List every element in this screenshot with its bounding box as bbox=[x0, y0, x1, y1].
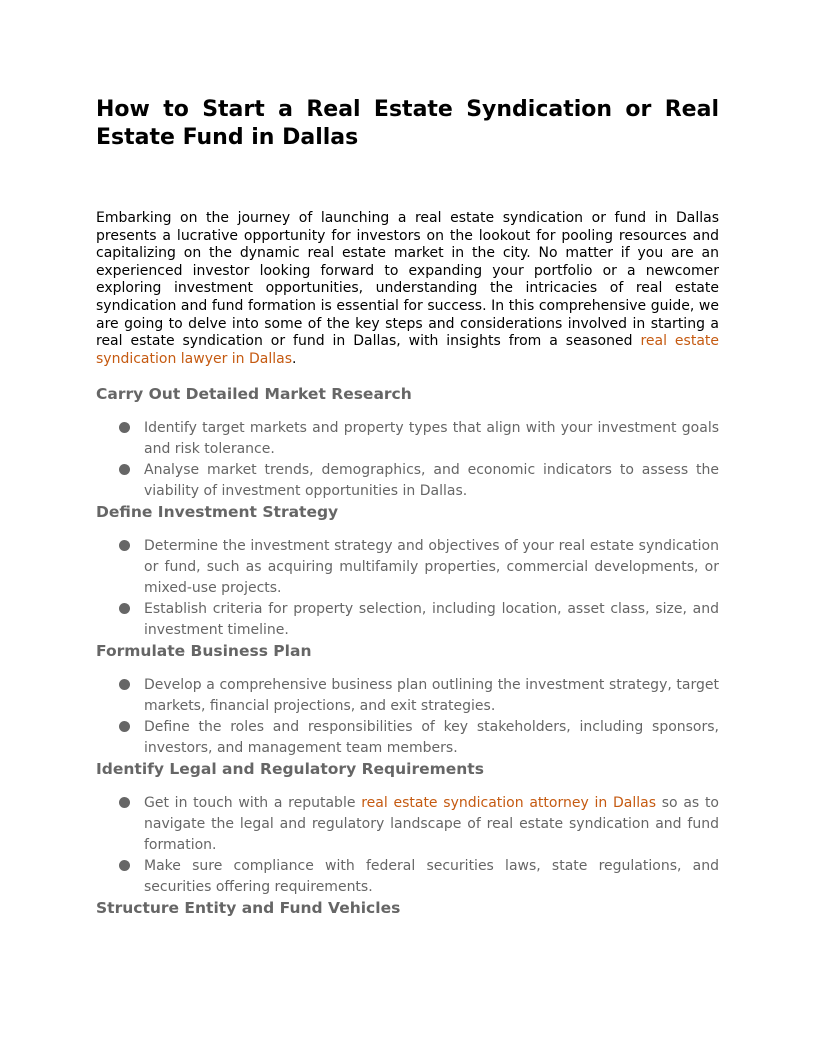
bullet-list bbox=[96, 793, 719, 898]
section-heading-business-plan: Formulate Business Plan bbox=[96, 642, 312, 661]
section-heading-legal-requirements: Identify Legal and Regulatory Requirements bbox=[96, 760, 484, 779]
list-item-text: Analyse market trends, demographics, and economic indicators to assess the viability of investment opportunities in Dallas. bbox=[144, 462, 719, 500]
list-item bbox=[96, 793, 719, 856]
bullet-icon bbox=[119, 422, 130, 433]
bullet-icon bbox=[119, 603, 130, 614]
list-item-text: Identify target markets and property types that align with your investment goals and risk tolerance. bbox=[144, 420, 719, 458]
list-item-text: Define the roles and responsibilities of key stakeholders, including sponsors, investors, and management team members. bbox=[144, 719, 719, 757]
list-item bbox=[96, 717, 719, 759]
section-heading-investment-strategy: Define Investment Strategy bbox=[96, 503, 339, 522]
list-item bbox=[96, 856, 719, 898]
bullet-list bbox=[96, 536, 719, 641]
intro-paragraph bbox=[96, 210, 719, 368]
bullet-icon bbox=[119, 797, 130, 808]
document-page bbox=[96, 96, 719, 918]
list-item-text: so as to navigate the legal and regulatory landscape of real estate syndication and fund formation. bbox=[144, 795, 719, 854]
intro-end: . bbox=[292, 350, 297, 367]
list-item-text: Get in touch with a reputable bbox=[144, 795, 362, 812]
list-item-text: Determine the investment strategy and objectives of your real estate syndication or fund, such as acquiring multifamily properties, commercial developments, or mixed-use projects. bbox=[144, 538, 719, 597]
bullet-icon bbox=[119, 721, 130, 732]
bullet-list bbox=[96, 418, 719, 502]
list-item-text: Establish criteria for property selection, including location, asset class, size, and investment timeline. bbox=[144, 601, 719, 639]
list-item bbox=[96, 675, 719, 717]
list-item-text: Develop a comprehensive business plan outlining the investment strategy, target markets, financial projections, and exit strategies. bbox=[144, 677, 719, 715]
bullet-list bbox=[96, 675, 719, 759]
intro-text: Embarking on the journey of launching a real estate syndication or fund in Dallas presents a lucrative opportunity for investors on the lookout for pooling resources and capitalizing on the dynamic real estate market in the city. No matter if you are an experienced investor looking forward to expanding your portfolio or a newcomer exploring investment opportunities, understanding the intricacies of real estate syndication and fund formation is essential for success. In this comprehensive guide, we are going to delve into some of the key steps and considerations involved in starting a real estate syndication or fund in Dallas, with insights from a seasoned bbox=[96, 210, 719, 350]
section-heading-entity-structure: Structure Entity and Fund Vehicles bbox=[96, 899, 401, 918]
attorney-link[interactable]: real estate syndication attorney in Dallas bbox=[361, 795, 656, 812]
list-item bbox=[96, 418, 719, 460]
bullet-icon bbox=[119, 679, 130, 690]
list-item bbox=[96, 599, 719, 641]
page-title: How to Start a Real Estate Syndication or Real Estate Fund in Dallas bbox=[96, 97, 719, 150]
section-heading-market-research: Carry Out Detailed Market Research bbox=[96, 385, 412, 404]
list-item bbox=[96, 536, 719, 599]
list-item-text: Make sure compliance with federal securities laws, state regulations, and securities offering requirements. bbox=[144, 858, 719, 896]
bullet-icon bbox=[119, 860, 130, 871]
bullet-icon bbox=[119, 464, 130, 475]
bullet-icon bbox=[119, 540, 130, 551]
lawyer-link[interactable]: real estate syndication lawyer in Dallas bbox=[96, 333, 720, 367]
list-item bbox=[96, 460, 719, 502]
